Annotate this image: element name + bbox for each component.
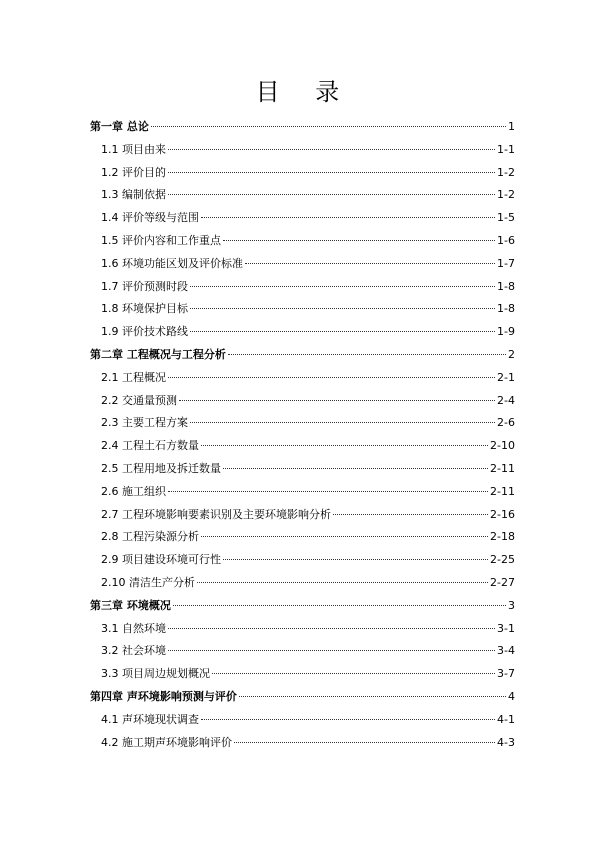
- toc-page-number: 3: [508, 598, 515, 612]
- toc-entry-label: 2.4 工程土石方数量: [101, 439, 199, 453]
- toc-leader-dots: [173, 605, 506, 606]
- toc-entry-label: 2.7 工程环境影响要素识别及主要环境影响分析: [101, 507, 331, 521]
- toc-section-entry[interactable]: [90, 665, 515, 688]
- toc-section-entry[interactable]: [90, 528, 515, 551]
- toc-page-number: 1: [508, 120, 515, 133]
- toc-leader-dots: [179, 400, 495, 401]
- toc-entry-label: 1.4 评价等级与范围: [101, 211, 199, 225]
- toc-section-entry[interactable]: [90, 460, 515, 483]
- toc-chapter-entry[interactable]: [90, 118, 515, 141]
- toc-page-number: 1-8: [497, 279, 515, 293]
- toc-leader-dots: [201, 217, 495, 218]
- toc-leader-dots: [190, 331, 495, 332]
- toc-leader-dots: [239, 696, 506, 697]
- toc-page-number: 1-6: [497, 233, 515, 247]
- toc-leader-dots: [201, 536, 488, 537]
- toc-page-number: 4-1: [497, 712, 515, 726]
- toc-leader-dots: [245, 263, 495, 264]
- toc-section-entry[interactable]: [90, 278, 515, 301]
- toc-section-entry[interactable]: [90, 642, 515, 665]
- toc-chapter-entry[interactable]: [90, 688, 515, 711]
- toc-section-entry[interactable]: [90, 483, 515, 506]
- toc-section-entry[interactable]: [90, 141, 515, 164]
- toc-page-number: 2-27: [490, 575, 515, 589]
- toc-leader-dots: [168, 491, 488, 492]
- toc-page-number: 2-11: [490, 461, 515, 475]
- toc-section-entry[interactable]: [90, 506, 515, 529]
- toc-section-entry[interactable]: [90, 551, 515, 574]
- toc-entry-label: 1.3 编制依据: [101, 188, 166, 202]
- toc-entry-label: 第三章 环境概况: [90, 598, 171, 612]
- toc-leader-dots: [223, 240, 495, 241]
- toc-page-number: 4: [508, 689, 515, 703]
- toc-section-entry[interactable]: [90, 323, 515, 346]
- toc-section-entry[interactable]: [90, 437, 515, 460]
- toc-page-number: 3-4: [497, 644, 515, 658]
- toc-page-number: 2-11: [490, 484, 515, 498]
- toc-page-number: 2-18: [490, 530, 515, 544]
- toc-leader-dots: [223, 559, 488, 560]
- toc-entry-label: 2.10 清洁生产分析: [101, 575, 195, 589]
- toc-page-number: 4-3: [497, 735, 515, 749]
- toc-page-number: 2-1: [497, 370, 515, 384]
- toc-entry-label: 2.8 工程污染源分析: [101, 530, 199, 544]
- toc-page-number: 1-7: [497, 256, 515, 270]
- toc-section-entry[interactable]: [90, 255, 515, 278]
- toc-section-entry[interactable]: [90, 300, 515, 323]
- toc-leader-dots: [168, 650, 495, 651]
- toc-page-number: 2-4: [497, 393, 515, 407]
- toc-leader-dots: [168, 377, 495, 378]
- toc-entry-label: 1.2 评价目的: [101, 165, 166, 179]
- toc-section-entry[interactable]: [90, 369, 515, 392]
- toc-section-entry[interactable]: [90, 414, 515, 437]
- toc-entry-label: 第四章 声环境影响预测与评价: [90, 689, 237, 703]
- toc-page-number: 2-16: [490, 507, 515, 521]
- toc-entry-label: 1.1 项目由来: [101, 142, 166, 156]
- toc-chapter-entry[interactable]: [90, 346, 515, 369]
- toc-entry-label: 1.5 评价内容和工作重点: [101, 233, 221, 247]
- toc-section-entry[interactable]: [90, 574, 515, 597]
- toc-entry-label: 2.1 工程概况: [101, 370, 166, 384]
- page-title: 目 录: [255, 78, 354, 106]
- toc-leader-dots: [190, 422, 495, 423]
- toc-entry-label: 4.1 声环境现状调查: [101, 712, 199, 726]
- toc-leader-dots: [223, 468, 488, 469]
- toc-page-number: 2: [508, 347, 515, 361]
- toc-chapter-entry[interactable]: [90, 597, 515, 620]
- toc-leader-dots: [333, 514, 488, 515]
- toc-page-number: 1-8: [497, 302, 515, 316]
- toc-section-entry[interactable]: [90, 392, 515, 415]
- toc-entry-label: 1.6 环境功能区划及评价标准: [101, 256, 243, 270]
- toc-page-number: 3-1: [497, 621, 515, 635]
- toc-entry-label: 1.7 评价预测时段: [101, 279, 188, 293]
- toc-section-entry[interactable]: [90, 711, 515, 734]
- toc-leader-dots: [234, 742, 495, 743]
- toc-leader-dots: [168, 172, 495, 173]
- toc-entry-label: 3.2 社会环境: [101, 644, 166, 658]
- toc-page-number: 2-25: [490, 553, 515, 567]
- toc-section-entry[interactable]: [90, 209, 515, 232]
- toc-entry-label: 3.3 项目周边规划概况: [101, 667, 210, 681]
- toc-section-entry[interactable]: [90, 620, 515, 643]
- toc-page-number: 1-1: [497, 142, 515, 156]
- toc-section-entry[interactable]: [90, 734, 515, 757]
- toc-entry-label: 4.2 施工期声环境影响评价: [101, 735, 232, 749]
- toc-entry-label: 2.3 主要工程方案: [101, 416, 188, 430]
- toc-leader-dots: [201, 719, 495, 720]
- toc-page-number: 2-10: [490, 439, 515, 453]
- toc-page-number: 1-2: [497, 165, 515, 179]
- toc-page-number: 1-9: [497, 325, 515, 339]
- toc-leader-dots: [201, 445, 488, 446]
- toc-leader-dots: [190, 308, 495, 309]
- table-of-contents: [90, 118, 515, 756]
- toc-page-number: 1-5: [497, 211, 515, 225]
- toc-page-number: 3-7: [497, 667, 515, 681]
- toc-leader-dots: [168, 149, 495, 150]
- toc-leader-dots: [212, 673, 495, 674]
- toc-entry-label: 2.9 项目建设环境可行性: [101, 553, 221, 567]
- toc-entry-label: 2.2 交通量预测: [101, 393, 177, 407]
- toc-section-entry[interactable]: [90, 164, 515, 187]
- toc-leader-dots: [190, 286, 495, 287]
- toc-entry-label: 1.9 评价技术路线: [101, 325, 188, 339]
- toc-leader-dots: [168, 194, 495, 195]
- toc-leader-dots: [151, 126, 506, 127]
- toc-entry-label: 3.1 自然环境: [101, 621, 166, 635]
- toc-entry-label: 第二章 工程概况与工程分析: [90, 347, 226, 361]
- toc-section-entry[interactable]: [90, 186, 515, 209]
- toc-section-entry[interactable]: [90, 232, 515, 255]
- toc-page-number: 2-6: [497, 416, 515, 430]
- toc-entry-label: 1.8 环境保护目标: [101, 302, 188, 316]
- toc-leader-dots: [197, 582, 488, 583]
- toc-leader-dots: [168, 628, 495, 629]
- toc-page-number: 1-2: [497, 188, 515, 202]
- toc-entry-label: 2.6 施工组织: [101, 484, 166, 498]
- toc-entry-label: 2.5 工程用地及拆迁数量: [101, 461, 221, 475]
- toc-entry-label: 第一章 总论: [90, 120, 149, 133]
- toc-leader-dots: [228, 354, 506, 355]
